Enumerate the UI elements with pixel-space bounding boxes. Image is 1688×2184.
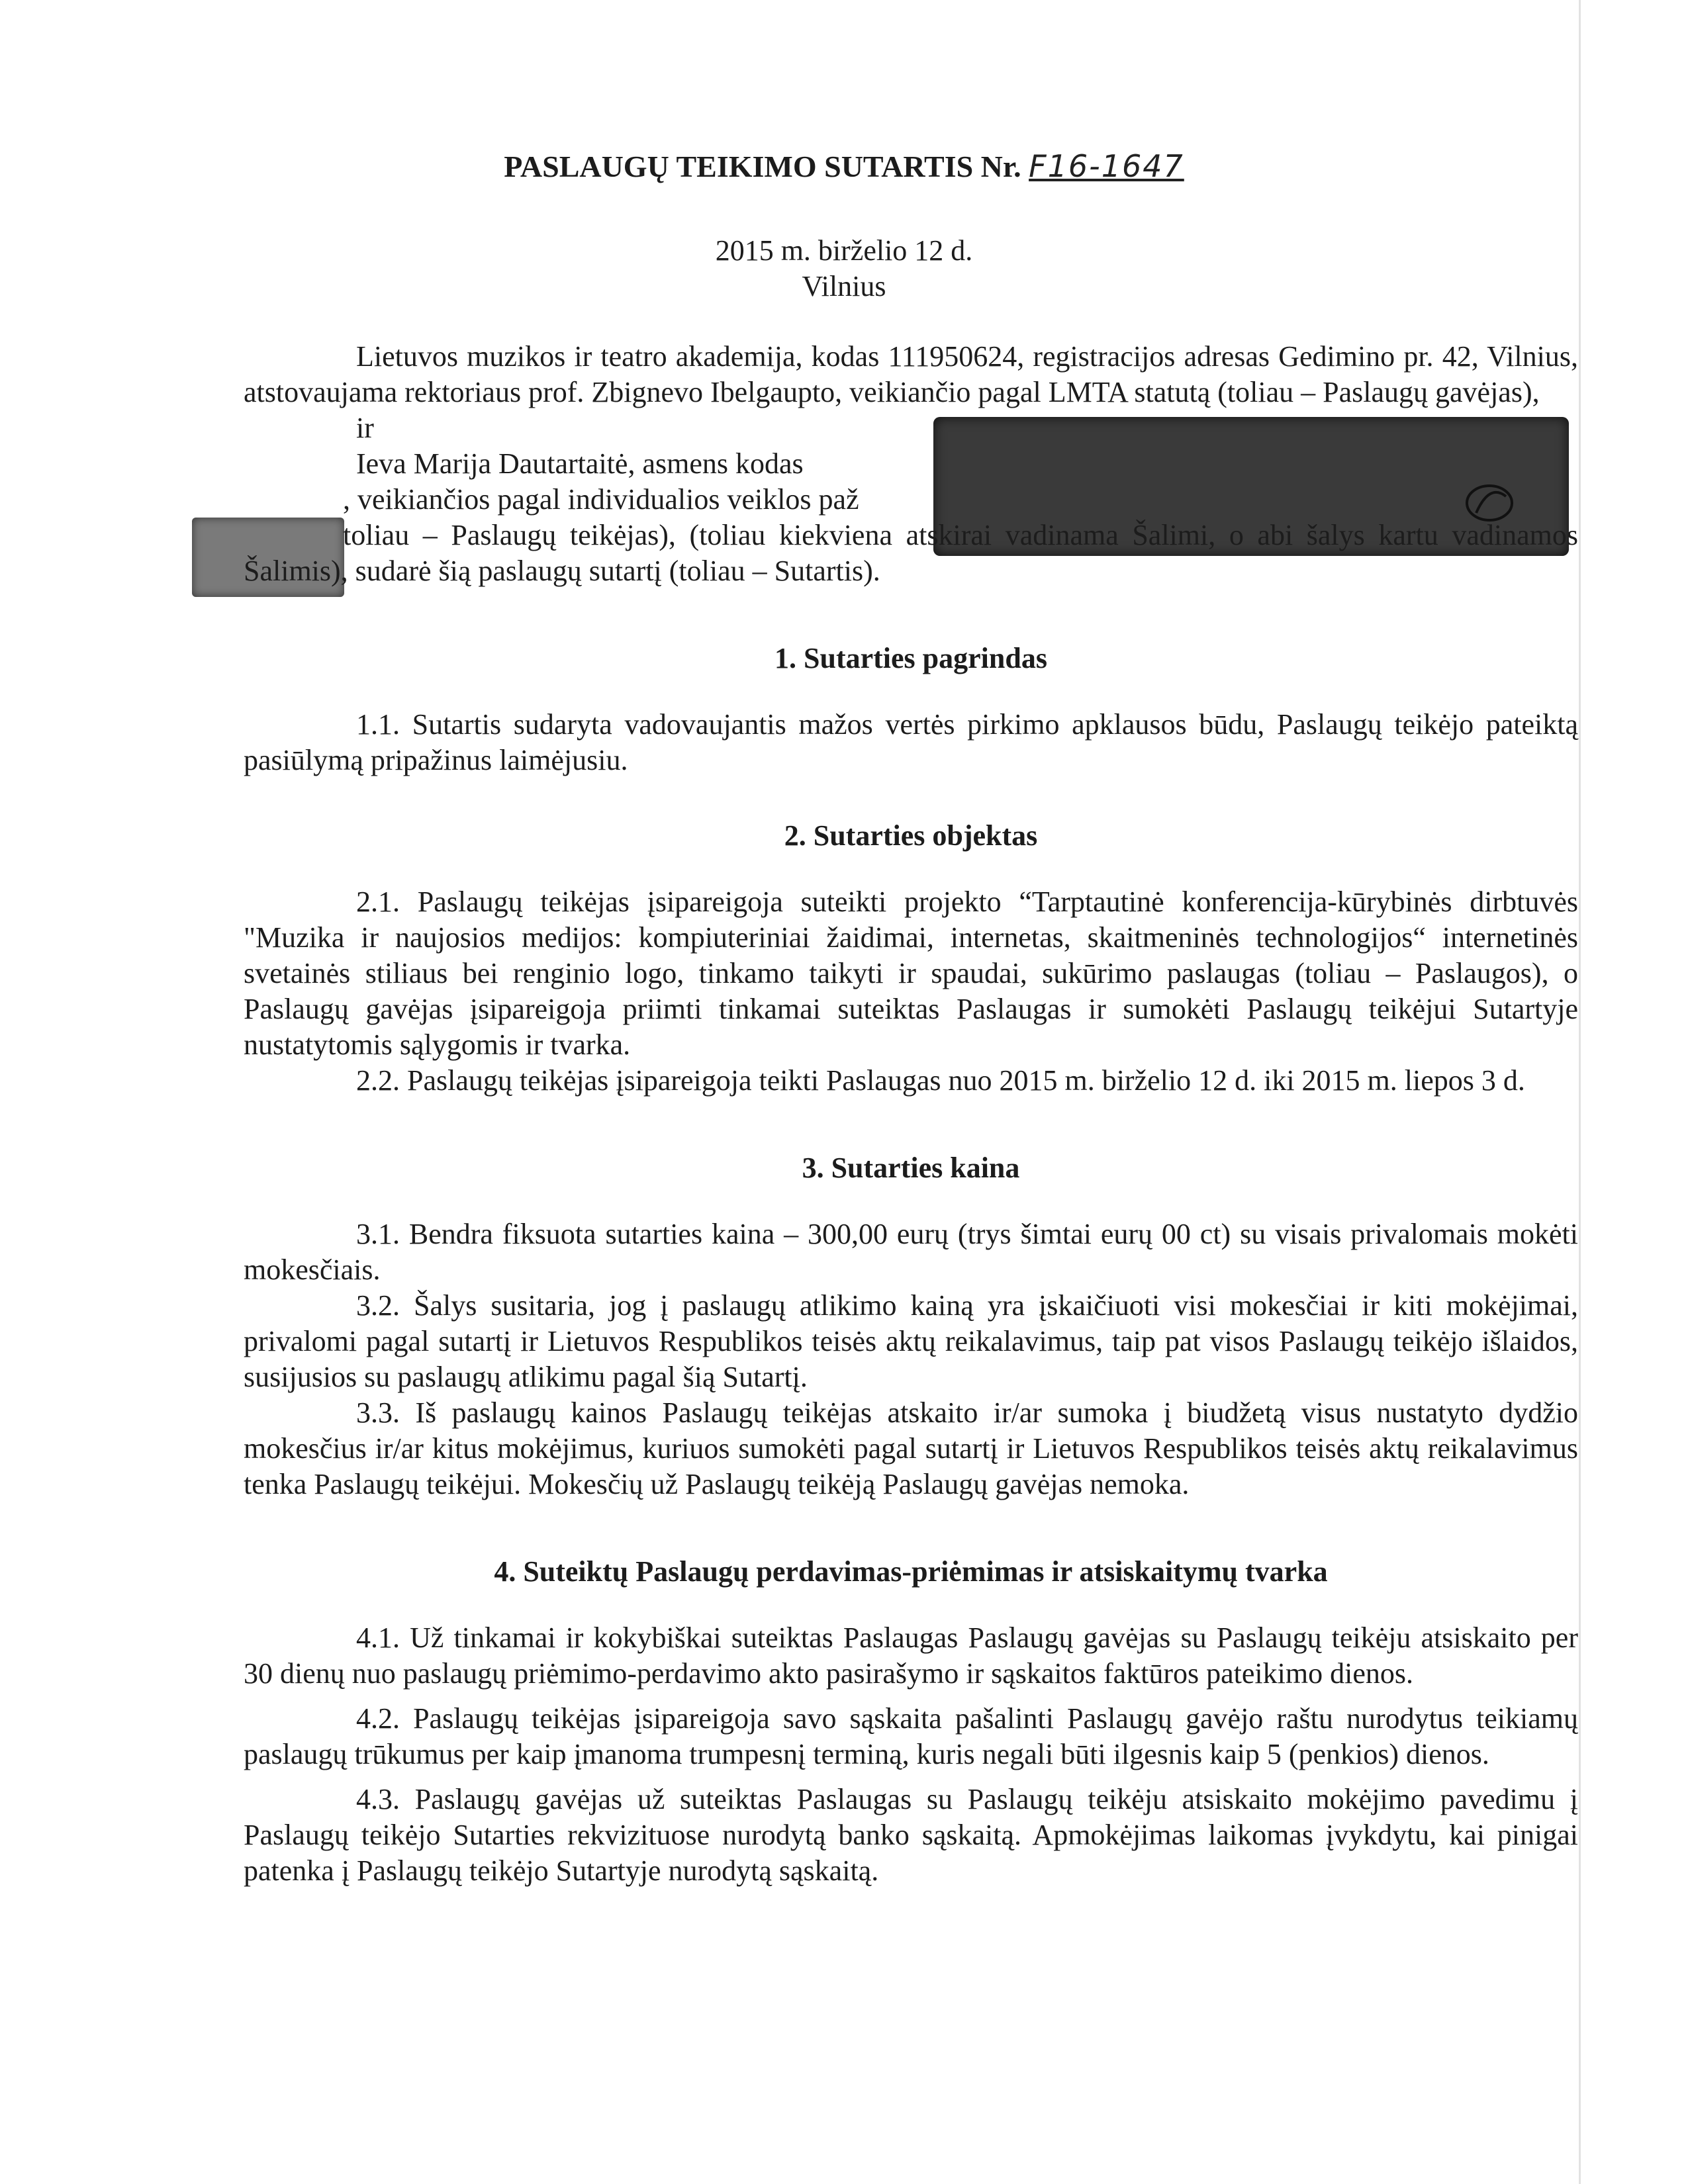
clause-2-2: 2.2. Paslaugų teikėjas įsipareigoja teikti Paslaugas nuo 2015 m. birželio 12 d. iki 2015 m. liepos 3 d. <box>356 1064 1525 1097</box>
contract-date: 2015 m. birželio 12 d. <box>715 234 973 267</box>
clause-3-3: 3.3. Iš paslaugų kainos Paslaugų teikėjas atskaito ir/ar sumoka į biudžetą visus nustatyto dydžio mokesčius ir/ar kitus mokėjimus, kuriuos sumokėti pagal sutartį ir Lietuvos Respublikos teisės aktų reikalavimus tenka Paslaugų teikėjui. Mokesčių už Paslaugų teikėją Paslaugų gavėjas nemoka. <box>244 1396 1578 1500</box>
section-2-heading: 2. Sutarties objektas <box>784 819 1038 852</box>
clause-4-1: 4.1. Už tinkamai ir kokybiškai suteiktas Paslaugas Paslaugų gavėjas su Paslaugų teikėju atsiskaito per 30 dienų nuo paslaugų priėmimo-perdavimo akto pasirašymo ir sąskaitos faktūros pateikimo dienos. <box>244 1621 1578 1690</box>
clause-4-2: 4.2. Paslaugų teikėjas įsipareigoja savo sąskaita pašalinti Paslaugų gavėjo raštu nurodytus teikiamų paslaugų trūkumus per kaip įmanoma trumpesnį terminą, kuris negali būti ilgesnis kaip 5 (penkios) dienos. <box>244 1702 1578 1770</box>
scan-edge-line <box>1579 0 1581 2184</box>
clause-3-1: 3.1. Bendra fiksuota sutarties kaina – 300,00 eurų (trys šimtai eurų 00 ct) su visais privalomais mokėti mokesčiais. <box>244 1218 1578 1286</box>
section-4-heading: 4. Suteiktų Paslaugų perdavimas-priėmimas ir atsiskaitymų tvarka <box>494 1555 1328 1588</box>
party-1-text: Lietuvos muzikos ir teatro akademija, kodas 111950624, registracijos adresas Gedimino pr. 42, Vilnius, atstovaujama rektoriaus prof. Zbignevo Ibelgaupto, veikiančio pagal LMTA statutą (toliau – Paslaugų gavėjas), <box>244 340 1578 408</box>
contract-title-text: PASLAUGŲ TEIKIMO SUTARTIS Nr. <box>504 150 1021 183</box>
party-2-basis: , veikiančios pagal individualios veiklos paž <box>343 483 859 516</box>
section-3-heading: 3. Sutarties kaina <box>802 1152 1020 1184</box>
clause-4-3: 4.3. Paslaugų gavėjas už suteiktas Paslaugas su Paslaugų teikėju atsiskaito mokėjimo pavedimu į Paslaugų teikėjo Sutarties rekvizituose nurodytą banko sąskaitą. Apmokėjimas laikomas įvykdytu, kai pinigai patenka į Paslaugų teikėjo Sutartyje nurodytą sąskaitą. <box>244 1783 1578 1887</box>
party-2-name: Ieva Marija Dautartaitė, asmens kodas <box>356 447 804 480</box>
parties-block <box>244 339 1578 1889</box>
section-1-heading: 1. Sutarties pagrindas <box>774 642 1047 674</box>
clause-1-1: 1.1. Sutartis sudaryta vadovaujantis mažos vertės pirkimo apklausos būdu, Paslaugų teikėjo pateiktą pasiūlymą pripažinus laimėjusiu. <box>244 708 1578 776</box>
clause-2-1: 2.1. Paslaugų teikėjas įsipareigoja suteikti projekto “Tarptautinė konferencija-kūrybinės dirbtuvės "Muzika ir naujosios medijos: kompiuteriniai žaidimai, internetas, skaitmeninės technologijos“ internetinės svetainės stiliaus bei renginio logo, tinkamo taikyti ir spaudai, sukūrimo paslaugas (toliau – Paslaugos), o Paslaugų gavėjas įsipareigoja priimti tinkamai suteiktas Paslaugas ir sumokėti Paslaugų teikėjui Sutartyje nustatytomis sąlygomis ir tvarka. <box>244 886 1578 1061</box>
party-connector: ir <box>356 412 374 444</box>
clause-3-2: 3.2. Šalys susitaria, jog į paslaugų atlikimo kainą yra įskaičiuoti visi mokesčiai ir kiti mokėjimai, privalomi pagal sutartį ir Lietuvos Respublikos teisės aktų reikalavimus, taip pat visos Paslaugų teikėjo išlaidos, susijusios su paslaugų atlikimu pagal šią Sutartį. <box>244 1289 1578 1393</box>
contract-city: Vilnius <box>802 270 886 302</box>
contract-number-handwritten: F16-1647 <box>1029 148 1184 184</box>
date-block <box>0 233 1688 304</box>
party-2-definitions: toliau – Paslaugų teikėjas), (toliau kiekviena atskirai vadinama Šalimi, o abi šalys kartu vadinamos Šalimis), sudarė šią paslaugų sutartį (toliau – Sutartis). <box>244 519 1578 587</box>
contract-title <box>0 148 1688 185</box>
